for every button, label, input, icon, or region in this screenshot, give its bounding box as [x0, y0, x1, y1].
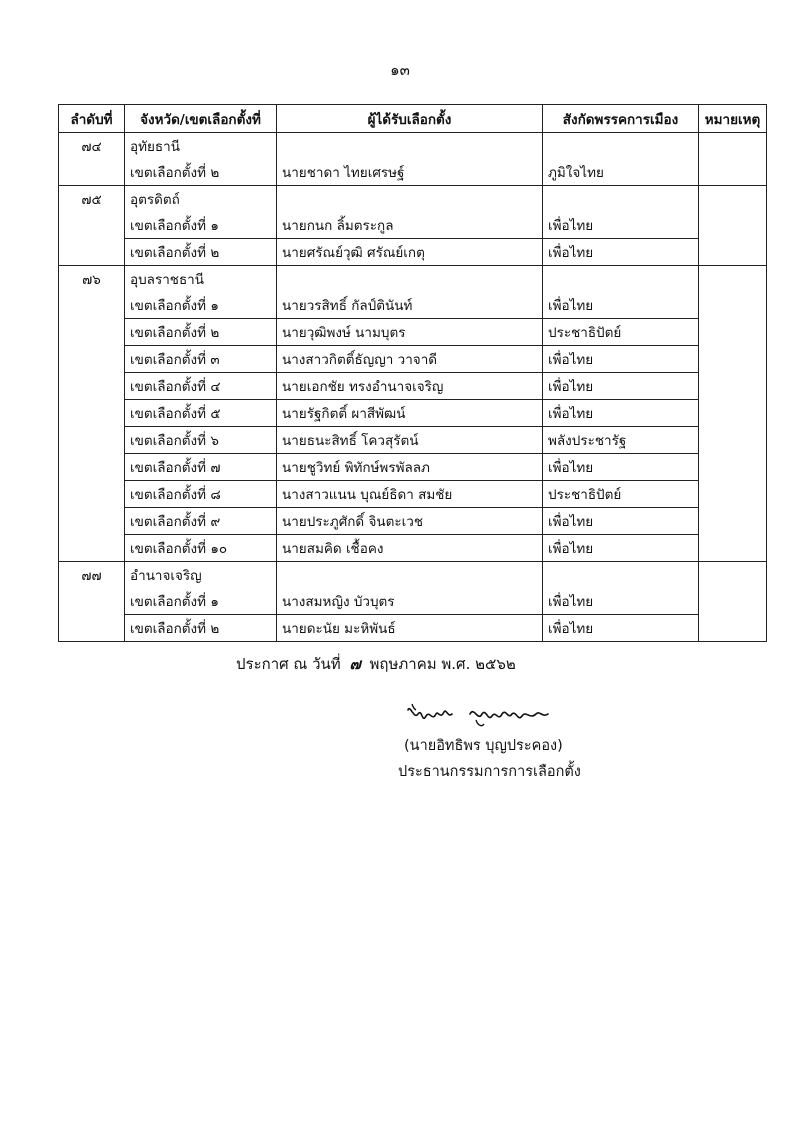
party-cell: เพื่อไทย — [543, 373, 699, 400]
table-row — [59, 373, 767, 400]
district-cell: เขตเลือกตั้งที่ ๙ — [125, 508, 277, 535]
winner-cell: นายชาดา ไทยเศรษฐ์ — [277, 159, 543, 186]
winner-cell: นางสาวแนน บุณย์ธิดา สมชัย — [277, 481, 543, 508]
district-cell: เขตเลือกตั้งที่ ๘ — [125, 481, 277, 508]
winner-cell: นายวรสิทธิ์ กัลป์ตินันท์ — [277, 292, 543, 319]
election-results-table — [58, 104, 767, 642]
district-cell: เขตเลือกตั้งที่ ๑๐ — [125, 535, 277, 562]
winner-cell: นายรัฐกิตติ์ ผาสีพัฒน์ — [277, 400, 543, 427]
table-row — [59, 427, 767, 454]
handwritten-signature — [404, 700, 574, 730]
party-cell: เพื่อไทย — [543, 346, 699, 373]
winner-cell — [277, 186, 543, 213]
remark-cell — [699, 427, 767, 454]
number-cell — [59, 400, 125, 427]
table-row — [59, 454, 767, 481]
signature-scribble — [404, 700, 574, 730]
province-number: ๗๕ — [59, 186, 125, 213]
district-cell: เขตเลือกตั้งที่ ๒ — [125, 239, 277, 266]
winner-cell — [277, 266, 543, 293]
announcement-prefix: ประกาศ ณ วันที่ — [236, 655, 341, 673]
remark-cell — [699, 562, 767, 589]
table-row — [59, 535, 767, 562]
announcement-date: พฤษภาคม พ.ศ. ๒๕๖๒ — [369, 655, 516, 673]
party-cell: เพื่อไทย — [543, 508, 699, 535]
winner-cell: นายชูวิทย์ พิทักษ์พรพัลลภ — [277, 454, 543, 481]
district-cell: เขตเลือกตั้งที่ ๕ — [125, 400, 277, 427]
district-cell: เขตเลือกตั้งที่ ๖ — [125, 427, 277, 454]
remark-cell — [699, 319, 767, 346]
remark-cell — [699, 588, 767, 615]
winner-cell: นายเอกชัย ทรงอำนาจเจริญ — [277, 373, 543, 400]
header-row — [59, 105, 767, 133]
district-cell: เขตเลือกตั้งที่ ๔ — [125, 373, 277, 400]
province-name: อุตรดิตถ์ — [125, 186, 277, 213]
winner-cell: นายกนก ลิ้มตระกูล — [277, 212, 543, 239]
party-cell: เพื่อไทย — [543, 535, 699, 562]
party-cell: พลังประชารัฐ — [543, 427, 699, 454]
remark-cell — [699, 481, 767, 508]
party-cell — [543, 186, 699, 213]
table-row — [59, 212, 767, 239]
number-cell — [59, 615, 125, 642]
party-cell — [543, 133, 699, 160]
winner-cell: นางสาวกิตติ์ธัญญา วาจาดี — [277, 346, 543, 373]
district-cell: เขตเลือกตั้งที่ ๗ — [125, 454, 277, 481]
district-cell: เขตเลือกตั้งที่ ๑ — [125, 588, 277, 615]
table-row — [59, 400, 767, 427]
signer-name: (นายอิทธิพร บุญประคอง) — [404, 738, 563, 754]
province-number: ๗๔ — [59, 133, 125, 160]
remark-cell — [699, 292, 767, 319]
table-body — [59, 133, 767, 642]
announcement-day: ๗ — [349, 655, 361, 673]
party-cell — [543, 266, 699, 293]
remark-cell — [699, 615, 767, 642]
party-cell: ประชาธิปัตย์ — [543, 319, 699, 346]
signer-title: ประธานกรรมการการเลือกตั้ง — [398, 764, 581, 780]
party-cell — [543, 562, 699, 589]
table-row — [59, 266, 767, 293]
table-row — [59, 615, 767, 642]
winner-cell: นายประภูศักดิ์ จินตะเวช — [277, 508, 543, 535]
winner-cell: นายดะนัย มะหิพันธ์ — [277, 615, 543, 642]
remark-cell — [699, 212, 767, 239]
table-header — [59, 105, 767, 133]
district-cell: เขตเลือกตั้งที่ ๑ — [125, 292, 277, 319]
number-cell — [59, 454, 125, 481]
winner-cell: นางสมหญิง บัวบุตร — [277, 588, 543, 615]
province-name: อุบลราชธานี — [125, 266, 277, 293]
number-cell — [59, 481, 125, 508]
table-row — [59, 186, 767, 213]
table-row — [59, 239, 767, 266]
party-cell: เพื่อไทย — [543, 292, 699, 319]
party-cell: เพื่อไทย — [543, 615, 699, 642]
party-cell: ภูมิใจไทย — [543, 159, 699, 186]
district-cell: เขตเลือกตั้งที่ ๓ — [125, 346, 277, 373]
table-row — [59, 319, 767, 346]
party-cell: เพื่อไทย — [543, 239, 699, 266]
table-row — [59, 588, 767, 615]
remark-cell — [699, 133, 767, 160]
province-name: อุทัยธานี — [125, 133, 277, 160]
party-cell: เพื่อไทย — [543, 454, 699, 481]
number-cell — [59, 373, 125, 400]
number-cell — [59, 588, 125, 615]
number-cell — [59, 319, 125, 346]
number-cell — [59, 239, 125, 266]
table-row — [59, 292, 767, 319]
remark-cell — [699, 346, 767, 373]
number-cell — [59, 427, 125, 454]
winner-cell — [277, 562, 543, 589]
province-name: อำนาจเจริญ — [125, 562, 277, 589]
page-number: ๑๓ — [390, 61, 410, 79]
number-cell — [59, 346, 125, 373]
table-row — [59, 562, 767, 589]
header-no: ลำดับที่ — [59, 105, 125, 133]
district-cell: เขตเลือกตั้งที่ ๑ — [125, 212, 277, 239]
remark-cell — [699, 535, 767, 562]
remark-cell — [699, 266, 767, 293]
table-row — [59, 346, 767, 373]
announcement — [236, 652, 516, 676]
remark-cell — [699, 400, 767, 427]
province-number: ๗๗ — [59, 562, 125, 589]
remark-cell — [699, 239, 767, 266]
header-district: จังหวัด/เขตเลือกตั้งที่ — [125, 105, 277, 133]
number-cell — [59, 212, 125, 239]
number-cell — [59, 535, 125, 562]
party-cell: เพื่อไทย — [543, 212, 699, 239]
table-row — [59, 133, 767, 160]
remark-cell — [699, 186, 767, 213]
district-cell: เขตเลือกตั้งที่ ๒ — [125, 159, 277, 186]
remark-cell — [699, 373, 767, 400]
number-cell — [59, 159, 125, 186]
header-winner: ผู้ได้รับเลือกตั้ง — [277, 105, 543, 133]
winner-cell: นายสมคิด เชื้อคง — [277, 535, 543, 562]
table-row — [59, 508, 767, 535]
district-cell: เขตเลือกตั้งที่ ๒ — [125, 319, 277, 346]
remark-cell — [699, 454, 767, 481]
table-row — [59, 481, 767, 508]
winner-cell: นายวุฒิพงษ์ นามบุตร — [277, 319, 543, 346]
remark-cell — [699, 508, 767, 535]
header-party: สังกัดพรรคการเมือง — [543, 105, 699, 133]
remark-cell — [699, 159, 767, 186]
header-remark: หมายเหตุ — [699, 105, 767, 133]
table-row — [59, 159, 767, 186]
district-cell: เขตเลือกตั้งที่ ๒ — [125, 615, 277, 642]
province-number: ๗๖ — [59, 266, 125, 293]
number-cell — [59, 508, 125, 535]
party-cell: เพื่อไทย — [543, 588, 699, 615]
party-cell: เพื่อไทย — [543, 400, 699, 427]
party-cell: ประชาธิปัตย์ — [543, 481, 699, 508]
winner-cell: นายศรัณย์วุฒิ ศรัณย์เกตุ — [277, 239, 543, 266]
winner-cell — [277, 133, 543, 160]
winner-cell: นายธนะสิทธิ์ โควสุรัตน์ — [277, 427, 543, 454]
number-cell — [59, 292, 125, 319]
